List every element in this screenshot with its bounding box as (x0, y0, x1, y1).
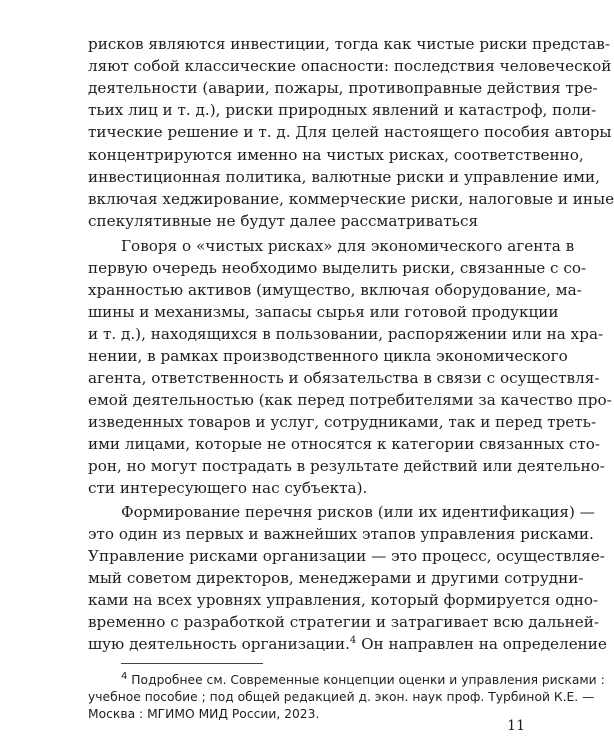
body-text: Он направлен на определение (361, 635, 607, 653)
body-line: сти интересующего нас субъекта). (88, 479, 368, 497)
body-line: инвестиционная политика, валютные риски и управление ими, (88, 168, 600, 186)
page-number: 11 (507, 718, 525, 734)
body-line: Управление рисками организации — это процесс, осуществляе- (88, 547, 605, 565)
body-line: и т. д.), находящихся в пользовании, распоряжении или на хра- (88, 325, 604, 343)
paragraph-first-line: Говоря о «чистых рисках» для экономического агента в (121, 237, 575, 255)
body-line: ляют собой классические опасности: последствия человеческой (88, 57, 612, 75)
footnote-line (121, 670, 605, 689)
body-line: рон, но могут пострадать в результате действий или деятельно- (88, 457, 605, 475)
body-line: деятельности (аварии, пожары, противоправные действия тре- (88, 79, 598, 97)
body-line: рисков являются инвестиции, тогда как чистые риски представ- (88, 35, 610, 53)
paragraph-first-line: Формирование перечня рисков (или их идентификация) — (121, 503, 595, 521)
body-text: шую деятельность организации. (88, 635, 350, 653)
body-line: это один из первых и важнейших этапов управления рисками. (88, 525, 594, 543)
body-line: мый советом директоров, менеджерами и другими сотрудни- (88, 569, 584, 587)
body-line: спекулятивные не будут далее рассматриваться (88, 212, 479, 230)
body-line: нении, в рамках производственного цикла экономического (88, 347, 568, 365)
body-line: тические решение и т. д. Для целей настоящего пособия авторы (88, 123, 612, 141)
body-line: включая хеджирование, коммерческие риски, налоговые и иные (88, 190, 614, 208)
footnote-line: учебное пособие ; под общей редакцией д. экон. наук проф. Турбиной К.Е. — (88, 690, 595, 704)
body-line: емой деятельностью (как перед потребителями за качество про- (88, 391, 612, 409)
footnote-line: Москва : МГИМО МИД России, 2023. (88, 707, 320, 721)
footnote-text: Подробнее см. Современные концепции оценки и управления рисками : (131, 673, 605, 687)
body-line-with-footnote-ref (88, 633, 607, 655)
body-line: шины и механизмы, запасы сырья или готовой продукции (88, 303, 559, 321)
footnote-marker: 4 (121, 670, 128, 682)
body-line: агента, ответственность и обязательства в связи с осуществля- (88, 369, 600, 387)
body-line: изведенных товаров и услуг, сотрудниками, так и перед треть- (88, 413, 597, 431)
body-line: первую очередь необходимо выделить риски, связанные с со- (88, 259, 587, 277)
body-line: тьих лиц и т. д.), риски природных явлений и катастроф, поли- (88, 101, 597, 119)
body-line: ками на всех уровнях управления, который формируется одно- (88, 591, 599, 609)
footnote-separator (121, 663, 263, 664)
body-line: временно с разработкой стратегии и затрагивает всю дальней- (88, 613, 599, 631)
body-line: ими лицами, которые не относятся к категории связанных сто- (88, 435, 601, 453)
body-line: концентрируются именно на чистых рисках, соответственно, (88, 146, 584, 164)
footnote-reference[interactable]: 4 (349, 634, 357, 646)
body-line: хранностью активов (имущество, включая оборудование, ма- (88, 281, 582, 299)
